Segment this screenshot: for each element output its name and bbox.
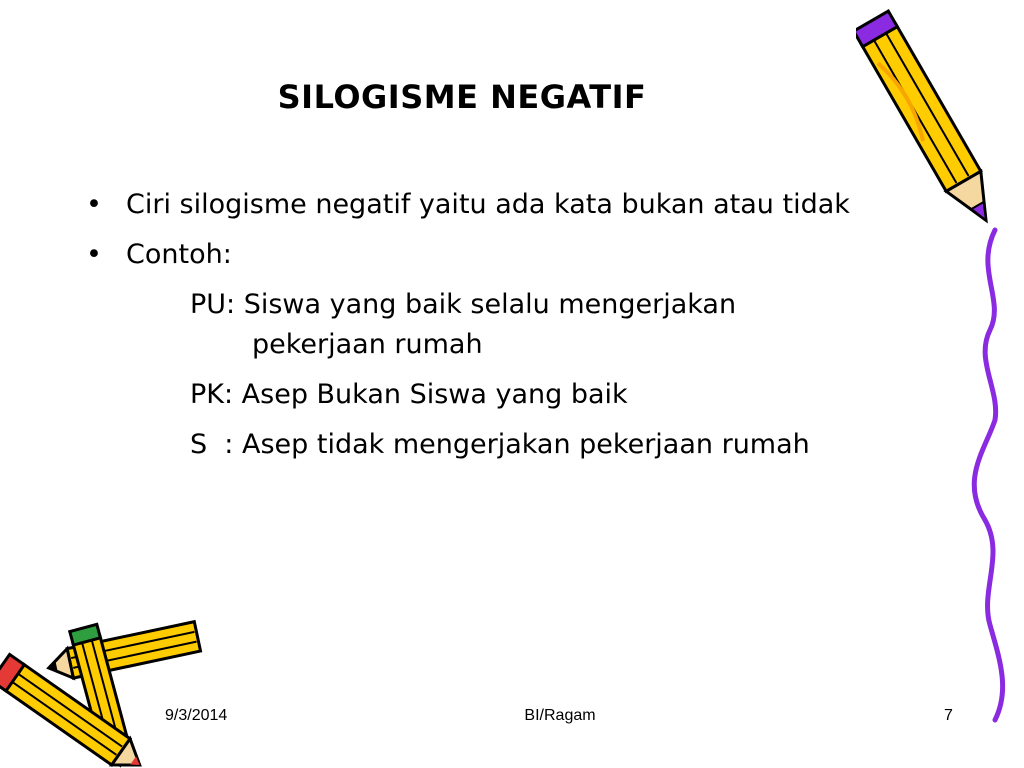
- pu-line-1: PU: Siswa yang baik selalu mengerjakan: [190, 289, 737, 320]
- bullet-text: Contoh:: [126, 239, 232, 270]
- footer-date: 9/3/2014: [165, 707, 228, 724]
- example-premis-khusus: [82, 375, 922, 415]
- pu-line-2: pekerjaan rumah: [252, 329, 483, 360]
- s-line: S : Asep tidak mengerjakan pekerjaan rumah: [190, 429, 810, 460]
- example-premis-umum: [82, 285, 922, 365]
- pencils-icon: [0, 618, 220, 768]
- example-simpulan: [82, 425, 922, 465]
- bullet-item: [82, 185, 922, 225]
- bullet-marker: •: [86, 239, 102, 270]
- bullet-text: Ciri silogisme negatif yaitu ada kata bukan atau tidak: [126, 189, 850, 220]
- slide-body: [82, 185, 922, 475]
- slide-title: SILOGISME NEGATIF: [277, 78, 647, 116]
- footer-center: BI/Ragam: [524, 707, 596, 724]
- bullet-marker: •: [86, 189, 102, 220]
- pk-line: PK: Asep Bukan Siswa yang baik: [190, 379, 628, 410]
- footer-page-number: 7: [944, 707, 953, 724]
- bullet-item: [82, 235, 922, 275]
